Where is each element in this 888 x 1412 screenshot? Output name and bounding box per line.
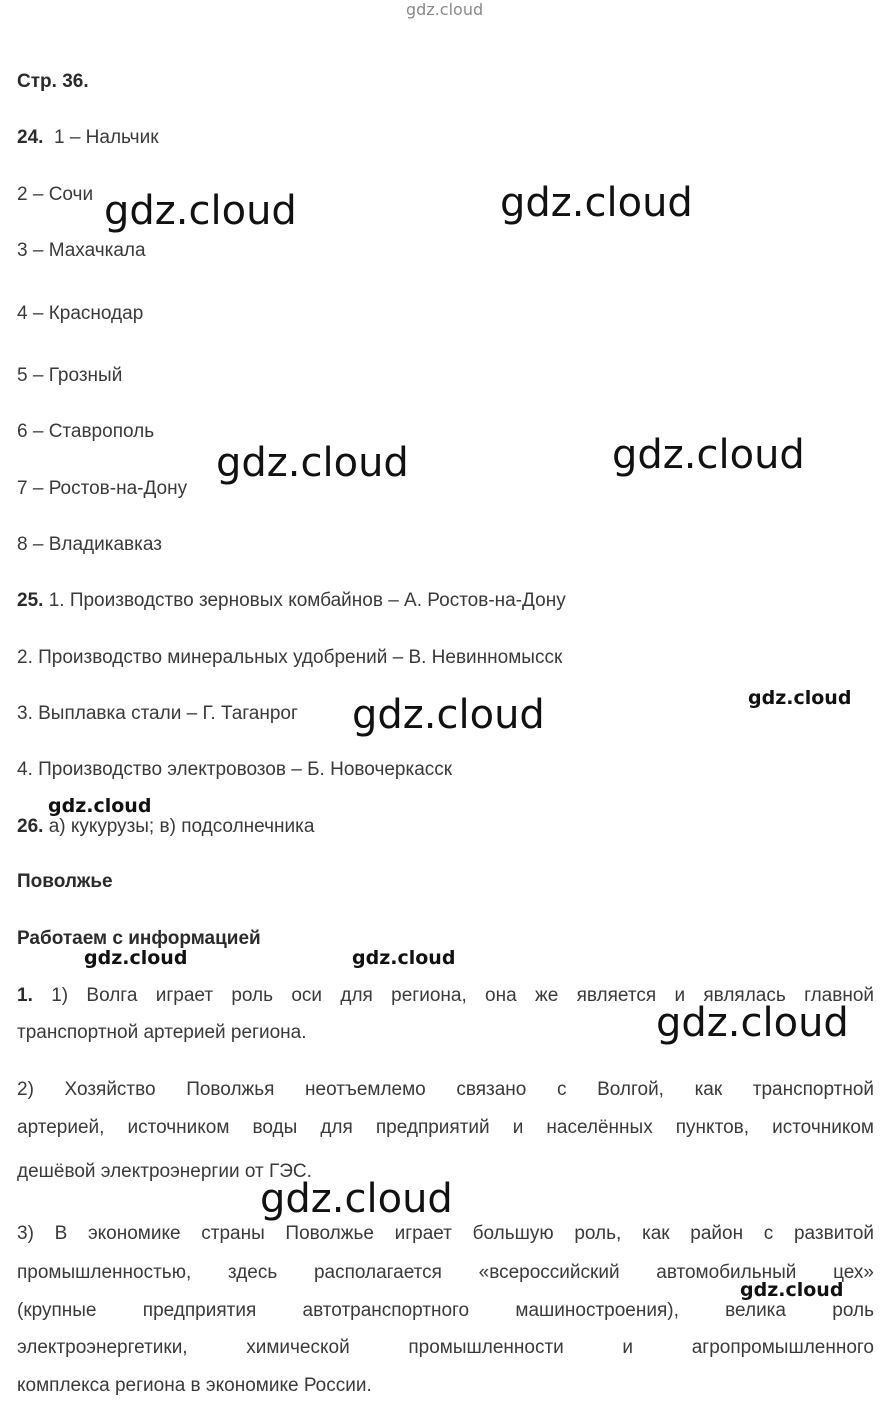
page-label: Стр. 36.: [17, 71, 89, 92]
task25-item-text: 1. Производство зерновых комбайнов – А. Ростов-на-Дону: [48, 590, 566, 611]
task1-p3-line1: 3) В экономике страны Поволжье играет большую роль, как район с развитой: [17, 1223, 874, 1244]
task1-p3-line2: промышленностью, здесь располагается «всероссийский автомобильный цех»: [17, 1262, 874, 1283]
watermark: gdz.cloud: [260, 1176, 453, 1222]
watermark: gdz.cloud: [656, 1000, 849, 1046]
task25-item-4: 4. Производство электровозов – Б. Новочеркасск: [17, 759, 453, 780]
task1-p1-line2: транспортной артерией региона.: [17, 1022, 307, 1043]
task1-p3-line5: комплекса региона в экономике России.: [17, 1375, 372, 1396]
task26-number: 26.: [17, 816, 44, 837]
watermark: gdz.cloud: [216, 440, 409, 486]
task26-text: а) кукурузы; в) подсолнечника: [48, 816, 315, 837]
task24-item-7: 7 – Ростов-на-Дону: [17, 478, 188, 499]
task24-number: 24.: [17, 127, 44, 148]
task24-item-text: 1 – Нальчик: [53, 127, 159, 148]
task24-item-6: 6 – Ставрополь: [17, 421, 155, 442]
task24-item-3: 3 – Махачкала: [17, 240, 146, 261]
watermark: gdz.cloud: [748, 687, 852, 709]
task25-item-3: 3. Выплавка стали – Г. Таганрог: [17, 703, 298, 724]
subsection-title: Работаем с информацией: [17, 928, 261, 949]
task1-number: 1.: [17, 985, 33, 1006]
task1-p3-line4: электроэнергетики, химической промышленности и агропромышленного: [17, 1337, 874, 1358]
watermark: gdz.cloud: [104, 188, 297, 234]
header-watermark: gdz.cloud: [406, 0, 484, 19]
watermark: gdz.cloud: [612, 432, 805, 478]
task1-p2-line3: дешёвой электроэнергии от ГЭС.: [17, 1161, 312, 1182]
watermark: gdz.cloud: [84, 947, 188, 969]
task1-p1-line1-text: 1) Волга играет роль оси для региона, она же является и являлась главной: [51, 985, 875, 1006]
task24-item-1: [17, 126, 159, 150]
task25-number: 25.: [17, 590, 44, 611]
task1-p2-line2: артерией, источником воды для предприятий и населённых пунктов, источником: [17, 1117, 874, 1138]
task24-item-4: 4 – Краснодар: [17, 303, 144, 324]
watermark: gdz.cloud: [352, 947, 456, 969]
task24-item-8: 8 – Владикавказ: [17, 534, 162, 555]
task24-item-5: 5 – Грозный: [17, 365, 123, 386]
task24-item-2: 2 – Сочи: [17, 184, 94, 205]
task1-p2-line1: 2) Хозяйство Поволжья неотъемлемо связано с Волгой, как транспортной: [17, 1079, 874, 1100]
watermark: gdz.cloud: [48, 795, 152, 817]
watermark: gdz.cloud: [740, 1279, 844, 1301]
task25-item-1: [17, 589, 566, 613]
watermark: gdz.cloud: [500, 180, 693, 226]
task25-item-2: 2. Производство минеральных удобрений – В. Невинномысск: [17, 647, 563, 668]
section-title: Поволжье: [17, 871, 113, 892]
task1-p3-line3: (крупные предприятия автотранспортного машиностроения), велика роль: [17, 1300, 874, 1321]
watermark: gdz.cloud: [352, 692, 545, 738]
task26: [17, 815, 314, 839]
